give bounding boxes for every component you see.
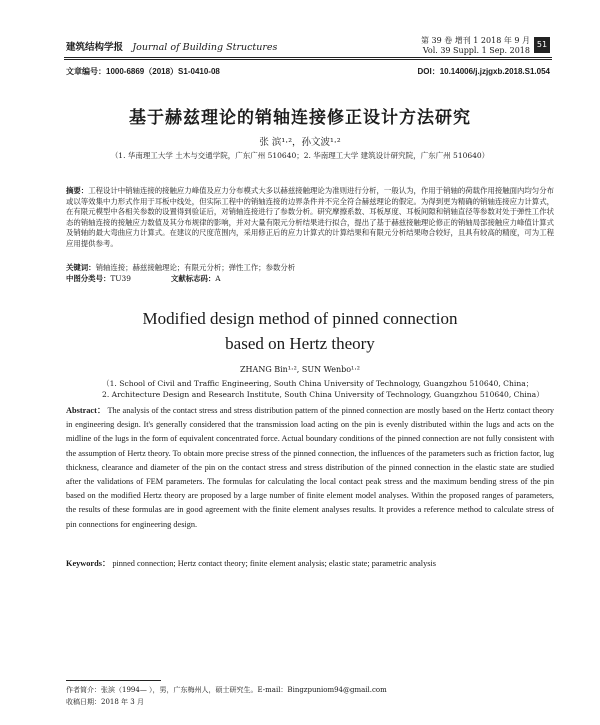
class-value: TU39 [110,274,131,283]
abstract-en-label: Abstract： [66,406,106,415]
footnote-rule [66,680,161,681]
abstract-cn-label: 摘要： [66,186,89,195]
authors-en: ZHANG Bin¹·², SUN Wenbo¹·² [240,365,360,374]
keywords-en-label: Keywords： [66,559,111,568]
abstract-en-text: The analysis of the contact stress and stress distribution pattern of the pinned connection are mostly based on the Hertz contact theory in engineering design. It's generally considered that the transmission load acting on the pin is evenly distributed within the lugs and acts on the midline of the lugs in the form of equivalent concentrated force. Actual boundary conditions of the pinned connection are not fully consistent with the assumption of Hertz theory. To obtain more precise stress of the pinned connection, the influences of the parameters such as friction factor, lug thickness, clearance and diameter of the pin on the contact stress and stress distribution of the pinned connection in the elastic state are studied after the validations of FEM parameters. The formulas for calculating the local contact peak stress and the maximum bending stress of the pin based on the modified Hertz theory are proposed by a large number of finite element model analyses. Within the proposed ranges of parameters, the results of these formulas are in good agreement with the finite element analyses results. It provides a reference method to calculate stress of pin connections for engineering design. [66,406,554,529]
header-rule [64,57,552,58]
page-number: 51 [534,37,550,53]
class-label: 中图分类号： [66,274,111,283]
keywords-en-text: pinned connection; Hertz contact theory; finite element analysis; elastic state; parametric analysis [112,559,437,568]
title-en-line2: based on Hertz theory [225,334,375,353]
abstract-en [66,404,554,532]
keywords-en [66,557,554,569]
doi: DOI：10.14006/j.jzjgxb.2018.S1.054 [417,67,550,76]
classification-cn [66,273,554,284]
authors-cn: 张 滨¹·²，孙文波¹·² [259,137,341,148]
journal-header [66,39,277,53]
journal-name-en: Journal of Building Structures [132,42,278,53]
title-en [0,306,600,356]
issue-info [421,36,530,56]
received-date-footnote: 收稿日期：2018 年 3 月 [66,698,144,706]
affiliation-cn: （1. 华南理工大学 土木与交通学院，广东广州 510640；2. 华南理工大学 建筑设计研究院，广东广州 510640） [110,151,490,160]
issue-line-cn: 第 39 卷 增刊 1 2018 年 9 月 [420,36,530,45]
author-bio-footnote: 作者简介：张滨（1994— ），男，广东梅州人，硕士研究生。E-mail：Bingzpuniom94@gmail.com [66,686,387,694]
abstract-cn-text: 工程设计中销轴连接的接触应力峰值及应力分布模式大多以赫兹接触理论为准则进行分析，一般认为，作用于销轴的荷载作用接触面内均匀分布或以等效集中力形式作用于耳板中线处，但实际工程中的销轴连接的边界条件并不完全符合赫兹理论的假定。为得到更为精确的销轴连接应力计算式，在有限元模型中各相关参数的设置得到验证后，对销轴连接进行了参数分析。研究摩擦系数、耳板厚度、耳板间隙和销轴直径等参数对处于弹性工作状态的销轴连接的接触应力数值及其分布规律的影响，并对大量有限元分析结果进行拟合，提出了基于赫兹接触理论修正的销轴局部接触应力峰值计算式及销轴的最大弯曲应力计算式。在建议的尺度范围内，采用修正后的应力计算式的计算结果和有限元分析结果吻合较好，且具有较高的精度，可为工程应用提供参考。 [66,186,554,248]
title-cn: 基于赫兹理论的销轴连接修正设计方法研究 [129,108,471,128]
header-rule-thin [64,59,552,60]
abstract-cn [66,186,554,250]
journal-name-cn: 建筑结构学报 [66,42,124,53]
affiliation-en-2: 2. Architecture Design and Research Institute, South China University of Technology, Guangzhou 510640, China） [102,390,544,399]
issue-line-en: Vol. 39 Suppl. 1 Sep. 2018 [422,46,530,55]
doc-code-value: A [215,274,221,283]
keywords-cn-label: 关键词： [66,263,96,272]
article-number: 文章编号：1000-6869（2018）S1-0410-08 [66,67,220,76]
affiliation-en-1: （1. School of Civil and Traffic Engineering, South China University of Technology, Guangzhou 510640, China； [102,379,534,388]
affiliation-en [102,378,542,400]
doc-code-label: 文献标志码： [170,274,216,283]
title-en-line1: Modified design method of pinned connection [142,309,458,328]
keywords-cn-text: 销轴连接；赫兹接触理论；有限元分析；弹性工作；参数分析 [95,263,296,272]
keywords-cn [66,262,554,273]
